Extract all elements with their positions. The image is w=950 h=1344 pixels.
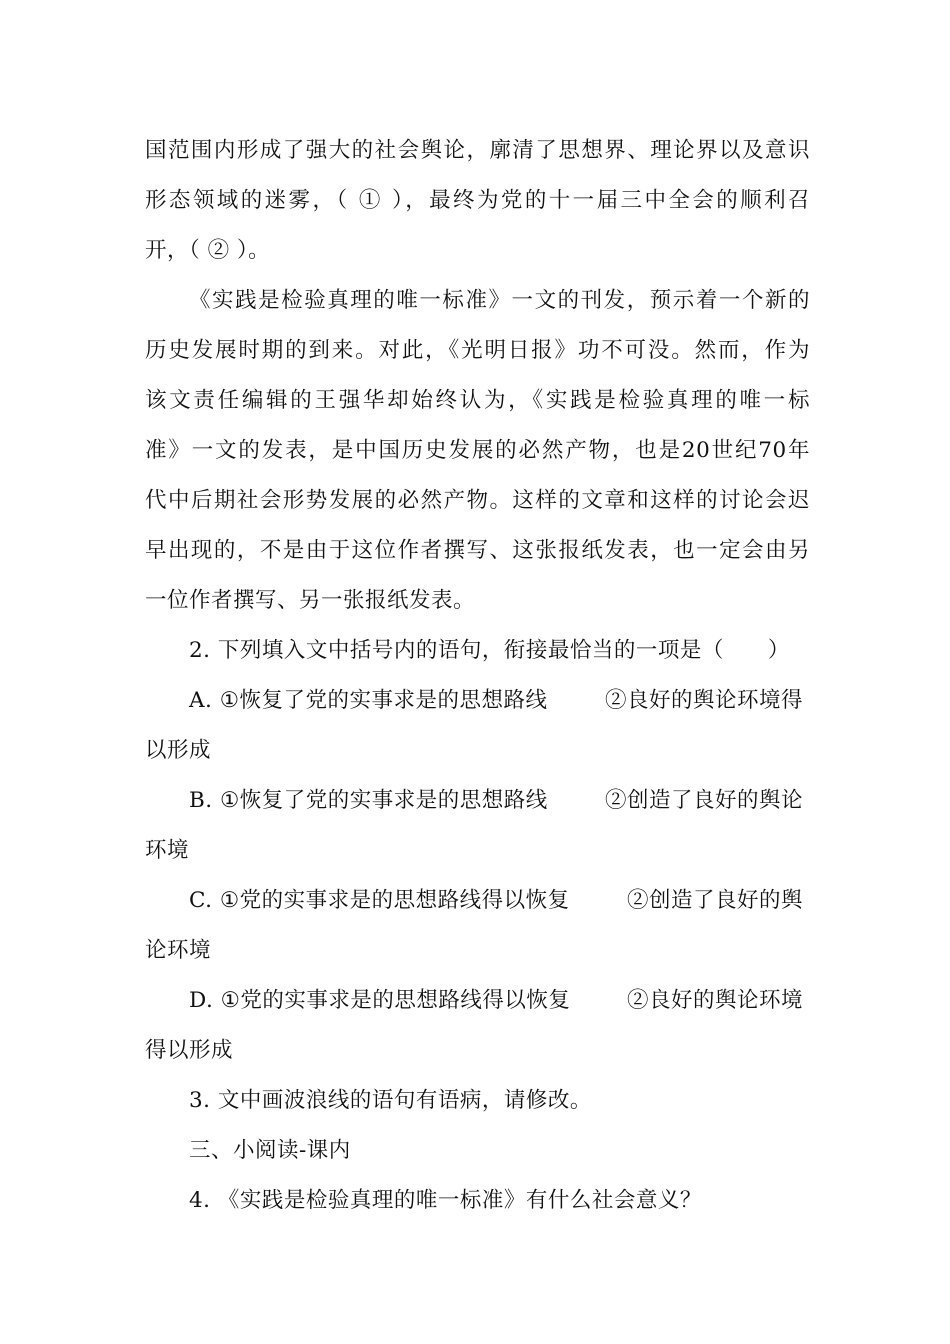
para2-line-2: 历史发展时期的到来。对此，《光明日报》功不可没。然而，作为 <box>145 338 810 363</box>
option-a-part2: ②良好的舆论环境得 <box>605 688 804 713</box>
option-b-part1: B. ①恢复了党的实事求是的思想路线 <box>189 788 548 813</box>
para2-line-4: 准》一文的发表，是中国历史发展的必然产物，也是20世纪70年 <box>145 438 810 463</box>
question-2-stem: 2. 下列填入文中括号内的语句，衔接最恰当的一项是（ ） <box>189 638 790 663</box>
option-c-part1: C. ①党的实事求是的思想路线得以恢复 <box>189 888 570 913</box>
para1-line-3: 开，（ ② ）。 <box>145 238 271 263</box>
option-c-continued: 论环境 <box>145 938 212 963</box>
question-3: 3. 文中画波浪线的语句有语病，请修改。 <box>189 1088 592 1113</box>
option-a-continued: 以形成 <box>145 738 212 763</box>
option-b-continued: 环境 <box>145 838 190 863</box>
para2-line-7: 一位作者撰写、另一张报纸发表。 <box>145 588 476 613</box>
para2-line-5: 代中后期社会形势发展的必然产物。这样的文章和这样的讨论会迟 <box>145 488 810 513</box>
option-b-part2: ②创造了良好的舆论 <box>605 788 804 813</box>
option-a-part1: A. ①恢复了党的实事求是的思想路线 <box>189 688 548 713</box>
section-3-heading: 三、小阅读-课内 <box>189 1138 351 1163</box>
para2-line-1: 《实践是检验真理的唯一标准》一文的刊发，预示着一个新的 <box>189 288 810 313</box>
option-d-continued: 得以形成 <box>145 1038 234 1063</box>
para2-line-6: 早出现的，不是由于这位作者撰写、这张报纸发表，也一定会由另 <box>145 538 810 563</box>
question-4: 4. 《实践是检验真理的唯一标准》有什么社会意义？ <box>189 1188 702 1213</box>
option-c-part2: ②创造了良好的舆 <box>627 888 804 913</box>
para1-line-1: 国范围内形成了强大的社会舆论，廓清了思想界、理论界以及意识 <box>145 138 810 163</box>
option-d-part1: D. ①党的实事求是的思想路线得以恢复 <box>189 988 571 1013</box>
para2-line-3: 该文责任编辑的王强华却始终认为，《实践是检验真理的唯一标 <box>145 388 810 413</box>
para1-line-2: 形态领域的迷雾，（ ① ），最终为党的十一届三中全会的顺利召 <box>145 188 810 213</box>
option-d-part2: ②良好的舆论环境 <box>627 988 804 1013</box>
